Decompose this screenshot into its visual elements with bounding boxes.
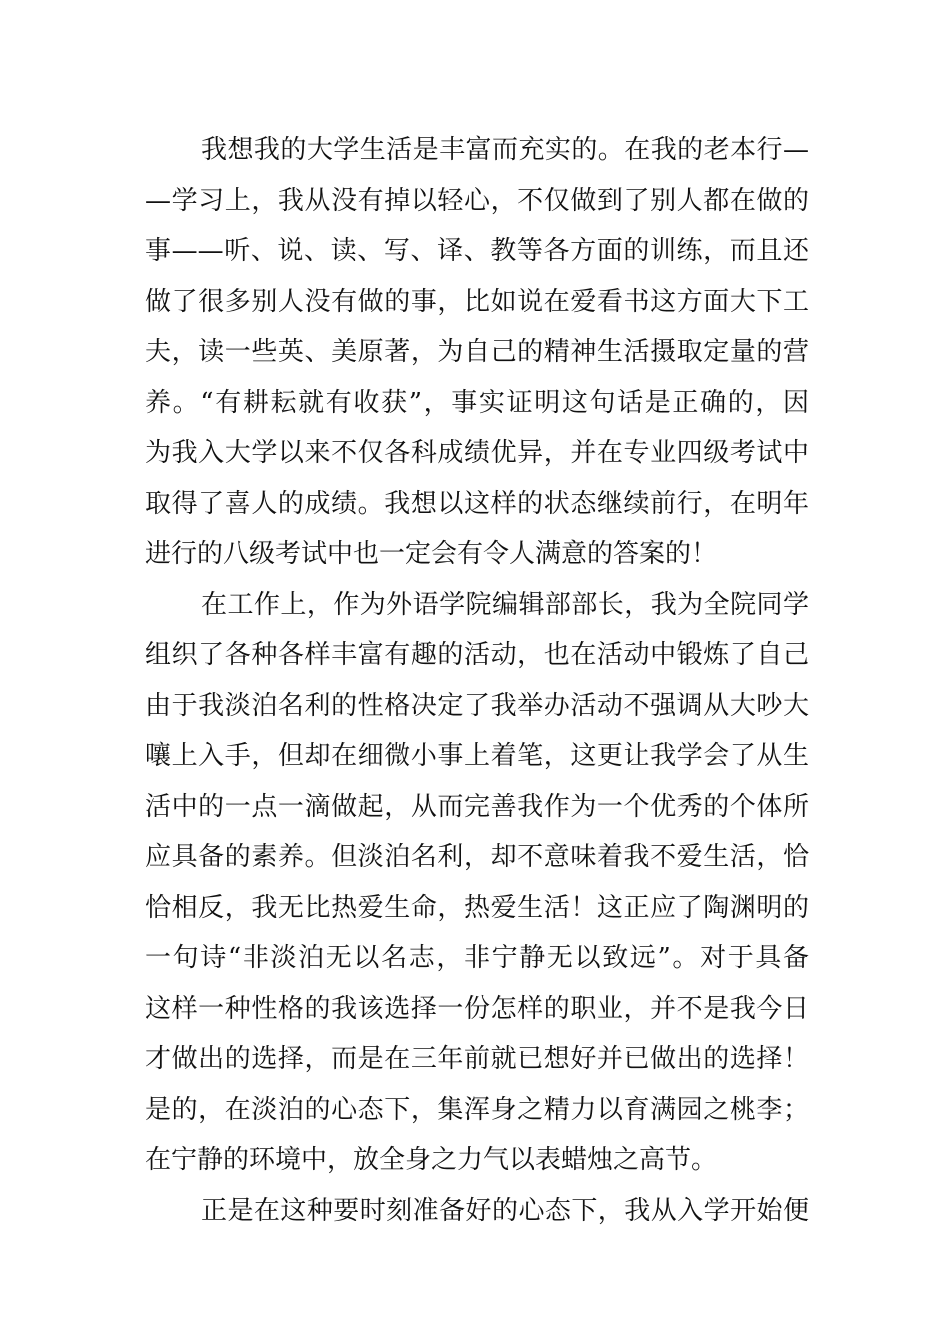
text-line: 活中的一点一滴做起，从而完善我作为一个优秀的个体所 <box>145 791 809 822</box>
text-line: 嚷上入手，但却在细微小事上着笔，这更让我学会了从生 <box>145 741 809 771</box>
text-line: 养。“有耕耘就有收获”，事实证明这句话是正确的，因 <box>145 387 809 418</box>
text-line: 应具备的素养。但淡泊名利，却不意味着我不爱生活，恰 <box>145 842 809 872</box>
text-line: 恰相反，我无比热爱生命，热爱生活！这正应了陶渊明的 <box>145 892 809 923</box>
text-line: 我想我的大学生活是丰富而充实的。在我的老本行— <box>201 135 809 165</box>
text-line: 才做出的选择，而是在三年前就已想好并已做出的选择！ <box>145 1044 809 1074</box>
text-line: 做了很多别人没有做的事，比如说在爱看书这方面大下工 <box>145 286 809 317</box>
text-line: 正是在这种要时刻准备好的心态下，我从入学开始便 <box>201 1195 809 1226</box>
text-line: 事——听、说、读、写、译、教等各方面的训练，而且还 <box>145 236 809 266</box>
text-line: —学习上，我从没有掉以轻心，不仅做到了别人都在做的 <box>145 185 809 216</box>
text-line: 为我入大学以来不仅各科成绩优异，并在专业四级考试中 <box>145 438 809 468</box>
body-text <box>145 125 809 1236</box>
text-line: 组织了各种各样丰富有趣的活动，也在活动中锻炼了自己 <box>145 640 809 670</box>
text-line: 是的，在淡泊的心态下，集浑身之精力以育满园之桃李； <box>145 1094 809 1125</box>
text-line: 一句诗“非淡泊无以名志，非宁静无以致远”。对于具备 <box>145 943 809 973</box>
text-line: 这样一种性格的我该选择一份怎样的职业，并不是我今日 <box>145 993 809 1024</box>
text-line: 进行的八级考试中也一定会有令人满意的答案的！ <box>145 539 718 569</box>
text-line: 在工作上，作为外语学院编辑部部长，我为全院同学 <box>201 589 809 620</box>
text-line: 由于我淡泊名利的性格决定了我举办活动不强调从大吵大 <box>145 690 809 721</box>
text-line: 取得了喜人的成绩。我想以这样的状态继续前行，在明年 <box>145 488 809 519</box>
text-line: 在宁静的环境中，放全身之力气以表蜡烛之高节。 <box>145 1145 718 1175</box>
text-line: 夫，读一些英、美原著，为自己的精神生活摄取定量的营 <box>145 337 809 367</box>
